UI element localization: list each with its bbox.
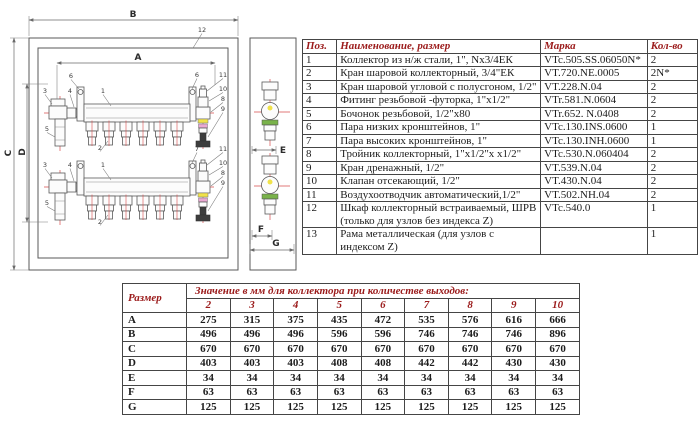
dim-span-header: Значение в мм для коллектора при количестве выходов: [187,284,580,299]
parts-cell-qty: 2 [647,53,697,67]
callout-number-11: 11 [218,145,228,153]
parts-cell-pos: 1 [303,53,337,67]
dim-value: 670 [230,342,274,357]
cabinet-outer-frame [29,38,238,270]
parts-row [303,121,698,135]
callout-number-2: 2 [97,144,103,152]
parts-cell-name: Шкаф коллекторный встраиваемый, ШРВ (только для узлов без индекса Z) [337,202,541,228]
dimension-label-E: E [279,146,287,156]
parts-header-row [303,40,698,54]
parts-cell-qty: 2 [647,94,697,108]
parts-cell-pos: 3 [303,80,337,94]
dimension-label-F: F [257,225,265,235]
dim-value: 496 [230,327,274,342]
dim-value: 34 [187,371,231,386]
parts-cell-mark: VTr.652. N.0408 [541,107,648,121]
parts-header-3: Кол-во [647,40,697,54]
parts-cell-pos: 12 [303,202,337,228]
parts-header-2: Марка [541,40,648,54]
parts-cell-qty: 2 [647,175,697,189]
callout-leader [70,169,74,182]
dim-output-header: 9 [492,298,536,313]
dim-row [123,371,580,386]
parts-cell-qty: 2 [647,188,697,202]
parts-cell-pos: 11 [303,188,337,202]
callout-number-4: 4 [67,161,73,169]
technical-drawing [0,0,300,285]
dim-output-header: 2 [187,298,231,313]
dim-row [123,313,580,328]
parts-cell-mark: VTc.540.0 [541,202,648,228]
parts-cell-mark: VT.228.N.04 [541,80,648,94]
dimension-label-C: C [4,149,14,157]
dim-value: 496 [187,327,231,342]
parts-row [303,228,698,254]
parts-cell-name: Пара высоких кронштейнов, 1" [337,134,541,148]
dim-value: 430 [536,356,580,371]
dim-row-label: D [123,356,187,371]
parts-cell-mark: VT.502.NH.04 [541,188,648,202]
parts-cell-name: Пара низких кронштейнов, 1" [337,121,541,135]
dim-value: 63 [448,385,492,400]
parts-cell-pos: 7 [303,134,337,148]
dim-value: 63 [274,385,318,400]
parts-cell-qty: 2N* [647,67,697,81]
dim-value: 63 [230,385,274,400]
parts-cell-name: Рама металлическая (для узлов с индексом Z) [337,228,541,254]
parts-cell-mark: VTc.505.SS.06050N* [541,53,648,67]
parts-cell-pos: 2 [303,67,337,81]
dim-header-row [123,284,580,299]
dim-value: 670 [274,342,318,357]
parts-cell-mark: VTc.530.N.060404 [541,148,648,162]
parts-cell-name: Кран дренажный, 1/2" [337,161,541,175]
parts-cell-qty: 2 [647,107,697,121]
dim-value: 442 [448,356,492,371]
callout-number-3: 3 [42,87,48,95]
callout-leader [71,80,79,90]
dim-value: 34 [274,371,318,386]
dim-output-header: 6 [361,298,405,313]
parts-row [303,80,698,94]
parts-cell-pos: 13 [303,228,337,254]
parts-row [303,94,698,108]
dimension-label-A: A [134,53,142,63]
parts-cell-name: Кран шаровой коллекторный, 3/4"ЕК [337,67,541,81]
dim-value: 125 [448,400,492,415]
dim-value: 125 [405,400,449,415]
dim-value: 746 [448,327,492,342]
parts-list-section [302,39,698,255]
dim-value: 670 [317,342,361,357]
callout-number-1: 1 [100,87,106,95]
dim-value: 670 [536,342,580,357]
dim-output-header: 10 [536,298,580,313]
callout-leader [47,207,55,212]
dim-value: 442 [405,356,449,371]
dim-value: 616 [492,313,536,328]
parts-cell-pos: 5 [303,107,337,121]
dim-value: 408 [361,356,405,371]
dim-value: 375 [274,313,318,328]
callout-number-9: 9 [220,179,226,187]
dim-row-label: B [123,327,187,342]
dim-value: 746 [492,327,536,342]
dim-value: 403 [230,356,274,371]
dim-value: 408 [317,356,361,371]
parts-row [303,188,698,202]
dim-value: 666 [536,313,580,328]
parts-cell-qty: 2 [647,148,697,162]
dim-row [123,327,580,342]
dim-value: 63 [492,385,536,400]
dim-value: 63 [187,385,231,400]
parts-cell-mark [541,228,648,254]
callout-number-10: 10 [218,159,228,167]
callout-number-7: 7 [194,145,200,153]
dim-value: 670 [405,342,449,357]
dim-value: 596 [361,327,405,342]
dim-value: 430 [492,356,536,371]
dim-value: 435 [317,313,361,328]
callout-number-6: 6 [68,72,74,80]
parts-cell-name: Тройник коллекторный, 1"х1/2"х х1/2" [337,148,541,162]
dim-row-label: G [123,400,187,415]
parts-header-0: Поз. [303,40,337,54]
dim-value: 34 [536,371,580,386]
callout-number-5: 5 [44,125,50,133]
parts-row [303,148,698,162]
side-view-frame [250,38,296,270]
dim-value: 125 [274,400,318,415]
callout-number-12: 12 [197,26,207,34]
dim-row-label: C [123,342,187,357]
dim-value: 125 [230,400,274,415]
dim-value: 472 [361,313,405,328]
parts-cell-name: Фитинг резьбовой -футорка, 1"х1/2" [337,94,541,108]
dim-value: 34 [448,371,492,386]
callout-number-5: 5 [44,199,50,207]
parts-cell-name: Воздухоотводчик автоматический,1/2" [337,188,541,202]
dim-value: 275 [187,313,231,328]
callout-number-11: 11 [218,71,228,79]
dim-value: 34 [492,371,536,386]
parts-row [303,53,698,67]
parts-row [303,134,698,148]
dim-value: 34 [361,371,405,386]
dim-value: 403 [187,356,231,371]
dim-value: 125 [492,400,536,415]
parts-cell-mark: VT.430.N.04 [541,175,648,189]
dim-output-header: 5 [317,298,361,313]
callout-number-3: 3 [42,161,48,169]
parts-cell-pos: 10 [303,175,337,189]
dim-corner-header: Размер [123,284,187,313]
dim-value: 535 [405,313,449,328]
dim-value: 896 [536,327,580,342]
parts-cell-qty: 1 [647,202,697,228]
parts-cell-pos: 4 [303,94,337,108]
dim-value: 746 [405,327,449,342]
manifold-cabinet-drawing [0,0,300,285]
dim-output-header: 3 [230,298,274,313]
parts-cell-pos: 9 [303,161,337,175]
parts-cell-name: Клапан отсекающий, 1/2" [337,175,541,189]
callout-leader [70,95,74,108]
dim-value: 670 [492,342,536,357]
dim-value: 670 [448,342,492,357]
dim-output-header: 4 [274,298,318,313]
parts-cell-qty: 1 [647,134,697,148]
dim-row [123,356,580,371]
dim-row-label: E [123,371,187,386]
callout-number-4: 4 [67,87,73,95]
callout-number-9: 9 [220,105,226,113]
parts-cell-qty: 2 [647,80,697,94]
dim-value: 63 [361,385,405,400]
dim-table [122,283,580,415]
dim-value: 596 [317,327,361,342]
parts-table [302,39,698,255]
dim-row [123,342,580,357]
dimensions-section [122,283,580,415]
dimension-label-B: B [129,10,137,20]
dim-value: 63 [536,385,580,400]
dim-value: 315 [230,313,274,328]
dim-value: 576 [448,313,492,328]
parts-row [303,202,698,228]
parts-cell-mark: VTc.130.INH.0600 [541,134,648,148]
parts-cell-mark: VT.720.NE.0005 [541,67,648,81]
dim-value: 63 [317,385,361,400]
dim-row [123,385,580,400]
cabinet-inner-frame [38,48,228,258]
parts-cell-mark: VT.539.N.04 [541,161,648,175]
dim-row [123,400,580,415]
parts-row [303,161,698,175]
dim-row-label: F [123,385,187,400]
callout-leader [47,133,55,138]
dim-value: 34 [230,371,274,386]
dim-value: 496 [274,327,318,342]
callout-leader [193,34,202,49]
dim-value: 403 [274,356,318,371]
parts-cell-qty: 2 [647,161,697,175]
dim-value: 125 [187,400,231,415]
parts-cell-mark: VTc.130.INS.0600 [541,121,648,135]
parts-cell-pos: 8 [303,148,337,162]
parts-row [303,175,698,189]
dim-output-header: 8 [448,298,492,313]
parts-cell-name: Коллектор из н/ж стали, 1", Nх3/4ЕК [337,53,541,67]
callout-number-1: 1 [100,161,106,169]
parts-cell-qty: 1 [647,121,697,135]
parts-row [303,67,698,81]
callout-number-6: 6 [194,71,200,79]
callout-number-2: 2 [97,218,103,226]
callout-number-10: 10 [218,85,228,93]
parts-cell-name: Бочонок резьбовой, 1/2"х80 [337,107,541,121]
dimension-label-D: D [18,148,28,156]
dim-value: 34 [317,371,361,386]
parts-cell-qty: 1 [647,228,697,254]
dim-value: 125 [361,400,405,415]
dim-value: 34 [405,371,449,386]
dim-row-label: A [123,313,187,328]
parts-header-1: Наименование, размер [337,40,541,54]
dim-outputs-row [123,298,580,313]
dim-value: 670 [361,342,405,357]
dim-value: 125 [317,400,361,415]
parts-cell-name: Кран шаровой угловой с полусгоном, 1/2" [337,80,541,94]
callout-number-8: 8 [220,95,226,103]
dim-value: 125 [536,400,580,415]
callout-number-8: 8 [220,169,226,177]
dimension-label-G: G [272,239,280,249]
parts-cell-pos: 6 [303,121,337,135]
parts-cell-mark: VTr.581.N.0604 [541,94,648,108]
dim-value: 63 [405,385,449,400]
dim-output-header: 7 [405,298,449,313]
dim-value: 670 [187,342,231,357]
parts-row [303,107,698,121]
